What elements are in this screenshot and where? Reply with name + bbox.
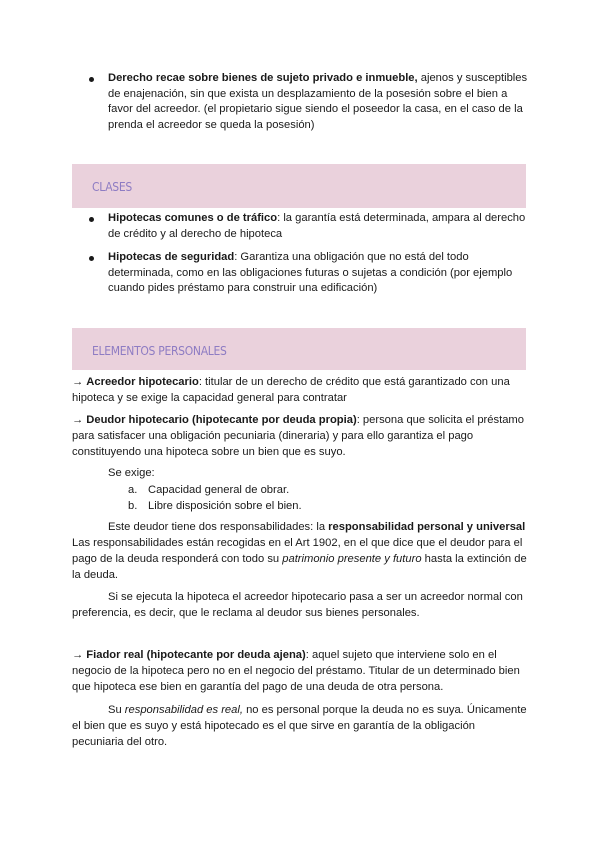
- term-bold: Deudor hipotecario (hipotecante por deuda propia): [86, 414, 357, 426]
- text-run: Este deudor tiene dos responsabilidades: la: [108, 521, 329, 533]
- term-bold: Acreedor hipotecario: [86, 376, 199, 388]
- list-item-text: Capacidad general de obrar.: [148, 484, 290, 496]
- bullet-bold-text: Derecho recae sobre bienes de sujeto privado e inmueble,: [108, 72, 418, 84]
- bullet-icon: [89, 217, 94, 222]
- paragraph-deudor: [72, 412, 528, 460]
- definition-text: : aquel sujeto que interviene solo en el negocio de la hipoteca pero no en el negocio del préstamo. Titular de un determinado bien que hipoteca ese bien en garantía del pago de una deuda de otra persona.: [72, 649, 520, 693]
- list-item: [128, 498, 528, 514]
- list-item: [89, 211, 529, 242]
- list-marker: a.: [128, 484, 138, 496]
- definition-text: : persona que solicita el préstamo para satisfacer una obligación pecuniaria (dineraria) y para ello garantiza el pago constituyendo una hipoteca sobre un bien que es suyo.: [72, 414, 524, 458]
- term-bold: Fiador real (hipotecante por deuda ajena): [86, 649, 306, 661]
- section-heading-clases: [72, 164, 526, 208]
- text-run: Su: [108, 704, 125, 716]
- list-marker: b.: [128, 500, 138, 512]
- paragraph-acreedor: [72, 374, 528, 406]
- bullet-icon: [89, 77, 94, 82]
- paragraph-ejecuta: Si se ejecuta la hipoteca el acreedor hipotecario pasa a ser un acreedor normal con preferencia, es decir, que le reclama al deudor sus bienes personales.: [72, 591, 523, 619]
- section-title: ELEMENTOS PERSONALES: [92, 344, 227, 358]
- section-heading-elementos-personales: [72, 328, 526, 370]
- bullet-text: : la garantía está determinada, ampara al derecho de crédito y al derecho de hipoteca: [108, 212, 526, 240]
- paragraph-responsabilidad-real: [72, 702, 528, 750]
- list-item-text: Libre disposición sobre el bien.: [148, 500, 302, 512]
- bullet-text: : Garantiza una obligación que no está del todo determinada, como en las obligaciones futuras o sujetas a condición (por ejemplo cuando pides préstamo para construir una edificación): [108, 251, 513, 295]
- bullet-bold-text: Hipotecas comunes o de tráfico: [108, 212, 278, 224]
- bold-text: responsabilidad personal y universal: [328, 521, 526, 533]
- se-exige-label: Se exige:: [108, 467, 155, 479]
- arrow-icon: →: [72, 649, 87, 661]
- section-title: CLASES: [92, 180, 132, 194]
- bullet-text: ajenos y susceptibles de enajenación, sin que exista un desplazamiento de la posesión sobre el bien a favor del acreedor. (el propietario sigue siendo el poseedor la casa, en el caso de la prenda el acreedor se queda la posesión): [108, 72, 528, 131]
- clases-list: [89, 211, 529, 305]
- bullet-icon: [89, 256, 94, 261]
- top-bullet-list: [89, 71, 529, 141]
- arrow-icon: →: [72, 376, 87, 388]
- paragraph-fiador: [72, 647, 528, 695]
- italic-text: responsabilidad es real,: [124, 704, 243, 716]
- requisitos-list: [128, 482, 528, 514]
- text-run: no es personal porque la deuda no es suya. Únicamente el bien que es suyo y está hipotecado es el que sirve en garantía de la obligación pecuniaria del otro.: [72, 704, 527, 748]
- italic-text: patrimonio presente y futuro: [282, 553, 422, 565]
- paragraph-responsabilidades: [72, 519, 528, 583]
- list-item: [128, 482, 528, 498]
- text-run: hasta la extinción de la deuda.: [72, 553, 527, 581]
- arrow-icon: →: [72, 414, 87, 426]
- list-item: [89, 250, 529, 297]
- text-run: Las responsabilidades están recogidas en el Art 1902, en el que dice que el deudor para el pago de la deuda responderá con todo su: [72, 537, 523, 565]
- bullet-bold-text: Hipotecas de seguridad: [108, 251, 235, 264]
- definition-text: : titular de un derecho de crédito que está garantizado con una hipoteca y se exige la capacidad general para contratar: [72, 376, 510, 404]
- list-item: [89, 71, 529, 133]
